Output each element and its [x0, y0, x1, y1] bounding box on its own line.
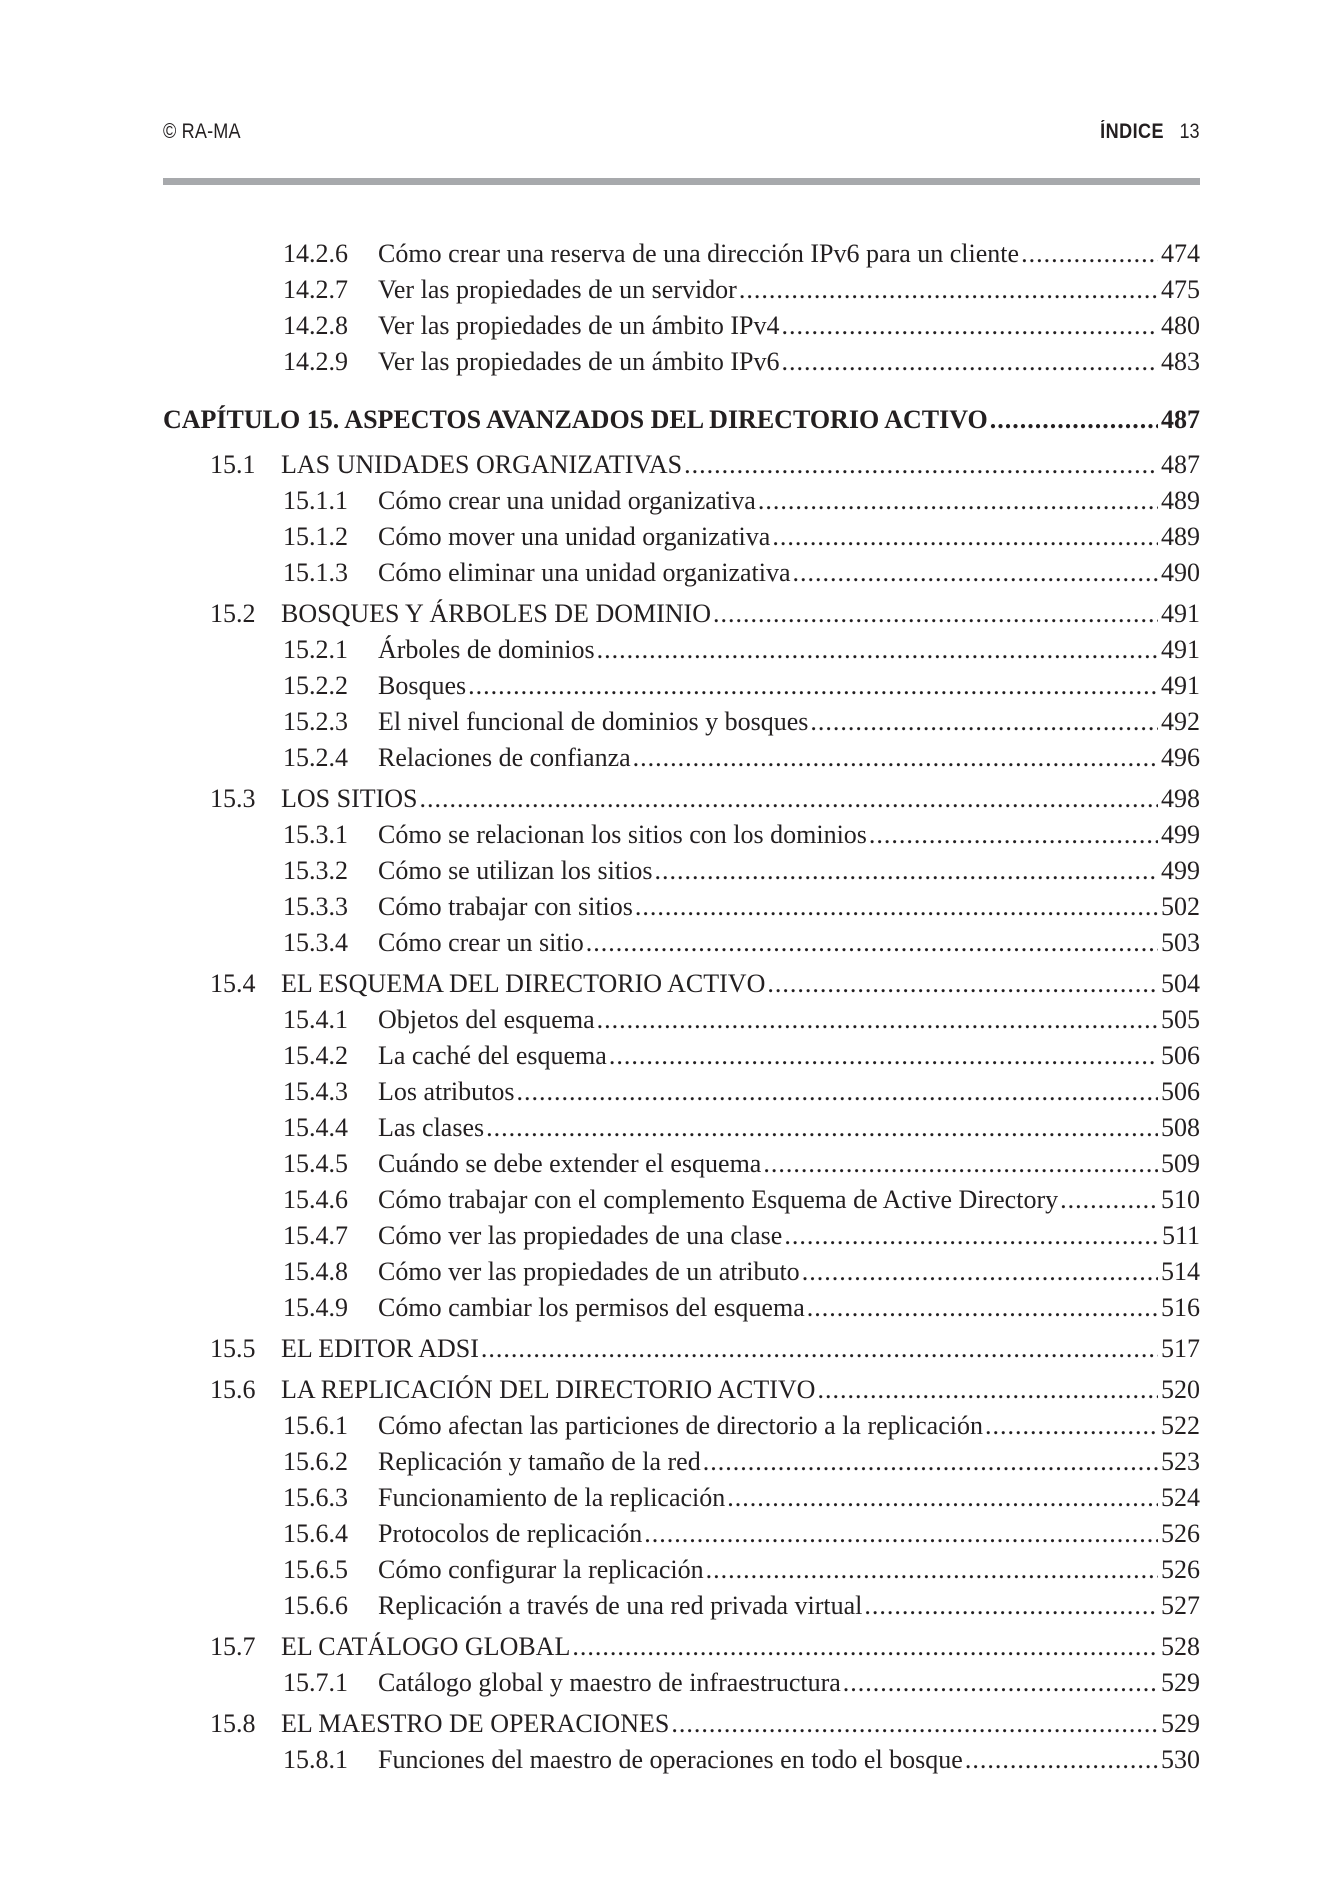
toc-entry-number: 15.4.6 [283, 1185, 348, 1214]
toc-entry-line [281, 1372, 1200, 1408]
toc-subsection-entry [163, 853, 1200, 889]
toc-subsection-entry [163, 1074, 1200, 1110]
dot-leader [713, 596, 1158, 632]
toc-entry-page: 526 [1161, 1519, 1200, 1548]
dot-leader [486, 1110, 1158, 1146]
toc-subsection-entry [163, 1480, 1200, 1516]
toc-entry-title: EL CATÁLOGO GLOBAL [281, 1632, 571, 1661]
dot-leader [985, 1408, 1158, 1444]
toc-entry-line [378, 1480, 1200, 1516]
toc-entry-number: 15.4.4 [283, 1113, 348, 1142]
toc-subsection-entry [163, 1254, 1200, 1290]
toc-entry-page: 508 [1161, 1113, 1200, 1142]
toc-entry-number: 15.2 [210, 599, 256, 628]
toc-entry-number: 15.4.8 [283, 1257, 348, 1286]
dot-leader [572, 1629, 1158, 1665]
dot-leader [597, 632, 1158, 668]
toc-entry-title: Objetos del esquema [378, 1005, 595, 1034]
dot-leader [864, 1588, 1158, 1624]
toc-entry-page: 498 [1161, 784, 1200, 813]
toc-entry-page: 499 [1161, 856, 1200, 885]
toc-entry-page: 480 [1161, 311, 1200, 340]
toc-entry-line [163, 398, 1200, 442]
toc-entry-line [378, 1074, 1200, 1110]
toc-entry-title: Cómo crear una reserva de una dirección IPv6 para un cliente [378, 239, 1020, 268]
toc-entry-title: Ver las propiedades de un ámbito IPv6 [378, 347, 780, 376]
toc-entry-page: 474 [1161, 239, 1200, 268]
toc-entry-line [378, 1444, 1200, 1480]
toc-subsection-entry [163, 1742, 1200, 1778]
dot-leader [1021, 236, 1158, 272]
toc-entry-page: 520 [1161, 1375, 1200, 1404]
toc-entry-title: Cómo afectan las particiones de directorio a la replicación [378, 1411, 983, 1440]
toc-subsection-entry [163, 1408, 1200, 1444]
toc-entry-title: Protocolos de replicación [378, 1519, 643, 1548]
toc-entry-page: 490 [1161, 558, 1200, 587]
toc-entry-title: LOS SITIOS [281, 784, 418, 813]
toc-entry-line [281, 1706, 1200, 1742]
toc-entry-number: 15.2.1 [283, 635, 348, 664]
toc-entry-line [378, 1588, 1200, 1624]
toc-subsection-entry [163, 1110, 1200, 1146]
dot-leader [671, 1706, 1158, 1742]
toc-entry-title: La caché del esquema [378, 1041, 607, 1070]
toc-entry-page: 489 [1161, 486, 1200, 515]
toc-section-entry [163, 1331, 1200, 1367]
toc-entry-title: Bosques [378, 671, 467, 700]
toc-entry-number: 15.4.7 [283, 1221, 348, 1250]
toc-entry-line [281, 447, 1200, 483]
toc-entry-line [378, 925, 1200, 961]
toc-entry-number: 15.7 [210, 1632, 256, 1661]
toc-entry-number: 15.3.4 [283, 928, 348, 957]
toc-section-entry [163, 447, 1200, 483]
toc-entry-title: Cómo eliminar una unidad organizativa [378, 558, 791, 587]
toc-entry-line [378, 1516, 1200, 1552]
toc-entry-title: Cómo ver las propiedades de un atributo [378, 1257, 800, 1286]
toc-entry-title: Árboles de dominios [378, 635, 595, 664]
toc-entry-number: 15.8.1 [283, 1745, 348, 1774]
toc-entry-page: 528 [1161, 1632, 1200, 1661]
dot-leader [468, 668, 1158, 704]
toc-entry-line [378, 483, 1200, 519]
toc-subsection-entry [163, 1665, 1200, 1701]
toc-entry-line [378, 668, 1200, 704]
toc-entry-page: 523 [1161, 1447, 1200, 1476]
toc-entry-number: 14.2.8 [283, 311, 348, 340]
dot-leader [810, 704, 1158, 740]
dot-leader [807, 1290, 1158, 1326]
toc-entry-number: 15.4.5 [283, 1149, 348, 1178]
toc-entry-title: BOSQUES Y ÁRBOLES DE DOMINIO [281, 599, 711, 628]
toc-entry-title: Cómo mover una unidad organizativa [378, 522, 771, 551]
toc-entry-line [378, 1552, 1200, 1588]
toc-chapter-entry [163, 398, 1200, 442]
toc-subsection-entry [163, 344, 1200, 380]
toc-entry-number: 14.2.7 [283, 275, 348, 304]
dot-leader [869, 817, 1158, 853]
dot-leader [703, 1444, 1158, 1480]
toc-entry-page: 509 [1161, 1149, 1200, 1178]
toc-entry-page: 491 [1161, 599, 1200, 628]
dot-leader [706, 1552, 1158, 1588]
dot-leader [990, 398, 1158, 442]
toc-entry-line [281, 966, 1200, 1002]
toc-entry-title: Cómo trabajar con el complemento Esquema de Active Directory [378, 1185, 1059, 1214]
toc-section-entry [163, 1372, 1200, 1408]
toc-subsection-entry [163, 1146, 1200, 1182]
toc-section-entry [163, 1629, 1200, 1665]
toc-entry-page: 487 [1161, 405, 1200, 434]
toc-entry-line [378, 519, 1200, 555]
toc-entry-number: 15.7.1 [283, 1668, 348, 1697]
toc-entry-number: 15.4.1 [283, 1005, 348, 1034]
toc-entry-title: Cómo se utilizan los sitios [378, 856, 653, 885]
dot-leader [767, 966, 1158, 1002]
toc-entry-number: 15.6.5 [283, 1555, 348, 1584]
dot-leader [784, 1218, 1159, 1254]
dot-leader [654, 853, 1158, 889]
toc-entry-page: 502 [1161, 892, 1200, 921]
dot-leader [802, 1254, 1158, 1290]
toc-subsection-entry [163, 1182, 1200, 1218]
toc-entry-title: Replicación a través de una red privada virtual [378, 1591, 863, 1620]
toc-entry-page: 514 [1161, 1257, 1200, 1286]
toc-entry-number: 15.3.1 [283, 820, 348, 849]
toc-entry-title: Cómo se relacionan los sitios con los dominios [378, 820, 867, 849]
toc-entry-number: 15.4 [210, 969, 256, 998]
toc-entry-number: 15.4.9 [283, 1293, 348, 1322]
toc-entry-line [378, 344, 1200, 380]
toc-entry-title: Funciones del maestro de operaciones en todo el bosque [378, 1745, 963, 1774]
toc-entry-page: 529 [1161, 1668, 1200, 1697]
toc-subsection-entry [163, 668, 1200, 704]
toc-entry-title: Cómo crear una unidad organizativa [378, 486, 756, 515]
toc-entry-line [378, 632, 1200, 668]
toc-entry-title: Ver las propiedades de un servidor [378, 275, 737, 304]
dot-leader [481, 1331, 1158, 1367]
toc-entry-line [378, 1218, 1200, 1254]
toc-entry-title: Relaciones de confianza [378, 743, 631, 772]
toc-entry-number: 15.5 [210, 1334, 256, 1363]
toc-entry-page: 489 [1161, 522, 1200, 551]
toc-section-entry [163, 781, 1200, 817]
running-header [163, 112, 1200, 152]
toc-entry-page: 522 [1161, 1411, 1200, 1440]
toc-entry-line [378, 1254, 1200, 1290]
toc-entry-title: Cómo configurar la replicación [378, 1555, 704, 1584]
toc-entry-page: 527 [1161, 1591, 1200, 1620]
toc-entry-number: 14.2.9 [283, 347, 348, 376]
toc-subsection-entry [163, 1516, 1200, 1552]
dot-leader [781, 308, 1158, 344]
toc-entry-title: LA REPLICACIÓN DEL DIRECTORIO ACTIVO [281, 1375, 816, 1404]
toc-entry-line [378, 1290, 1200, 1326]
toc-subsection-entry [163, 740, 1200, 776]
toc-entry-line [378, 236, 1200, 272]
toc-entry-page: 487 [1161, 450, 1200, 479]
toc-subsection-entry [163, 236, 1200, 272]
toc-subsection-entry [163, 1002, 1200, 1038]
toc-entry-page: 491 [1161, 671, 1200, 700]
toc-subsection-entry [163, 817, 1200, 853]
toc-entry-page: 491 [1161, 635, 1200, 664]
toc-entry-page: 505 [1161, 1005, 1200, 1034]
dot-leader [609, 1038, 1158, 1074]
toc-entry-title: EL ESQUEMA DEL DIRECTORIO ACTIVO [281, 969, 766, 998]
page-number: 13 [1179, 120, 1200, 143]
toc-entry-number: 14.2.6 [283, 239, 348, 268]
header-right [1101, 120, 1200, 144]
toc-entry-line [378, 308, 1200, 344]
toc-entry-title: El nivel funcional de dominios y bosques [378, 707, 809, 736]
toc-entry-number: 15.3.2 [283, 856, 348, 885]
dot-leader [517, 1074, 1159, 1110]
toc-entry-line [378, 1408, 1200, 1444]
toc-entry-line [378, 817, 1200, 853]
toc-entry-line [378, 1002, 1200, 1038]
toc-entry-title: Cómo trabajar con sitios [378, 892, 633, 921]
dot-leader [1060, 1182, 1158, 1218]
toc-entry-number: 15.1.1 [283, 486, 348, 515]
dot-leader [684, 447, 1158, 483]
toc-subsection-entry [163, 308, 1200, 344]
toc-entry-number: 15.2.3 [283, 707, 348, 736]
toc-entry-page: 516 [1161, 1293, 1200, 1322]
toc-entry-page: 499 [1161, 820, 1200, 849]
dot-leader [781, 344, 1158, 380]
toc-entry-page: 504 [1161, 969, 1200, 998]
toc-subsection-entry [163, 1588, 1200, 1624]
toc-entry-number: 15.2.4 [283, 743, 348, 772]
toc-entry-number: 15.1.2 [283, 522, 348, 551]
toc-entry-number: 15.1 [210, 450, 256, 479]
dot-leader [772, 519, 1158, 555]
toc-entry-line [378, 889, 1200, 925]
toc-entry-number: 15.6.4 [283, 1519, 348, 1548]
toc-subsection-entry [163, 272, 1200, 308]
dot-leader [597, 1002, 1158, 1038]
toc-entry-number: 15.6.2 [283, 1447, 348, 1476]
toc-entry-page: 475 [1161, 275, 1200, 304]
dot-leader [727, 1480, 1158, 1516]
toc-entry-number: 15.3 [210, 784, 256, 813]
toc-entry-line [281, 781, 1200, 817]
toc-entry-line [281, 1331, 1200, 1367]
publisher-mark: © RA-MA [163, 120, 241, 143]
toc-subsection-entry [163, 704, 1200, 740]
toc-entry-title: Las clases [378, 1113, 485, 1142]
toc-entry-line [378, 1110, 1200, 1146]
dot-leader [633, 740, 1158, 776]
toc-entry-number: 15.4.2 [283, 1041, 348, 1070]
toc-section-entry [163, 596, 1200, 632]
toc-entry-line [378, 1665, 1200, 1701]
toc-entry-page: 511 [1161, 1221, 1200, 1250]
toc-entry-line [378, 704, 1200, 740]
toc-subsection-entry [163, 1038, 1200, 1074]
toc-entry-page: 517 [1161, 1334, 1200, 1363]
toc-entry-page: 492 [1161, 707, 1200, 736]
toc-subsection-entry [163, 483, 1200, 519]
dot-leader [586, 925, 1158, 961]
toc-entry-title: Ver las propiedades de un ámbito IPv4 [378, 311, 780, 340]
dot-leader [758, 483, 1158, 519]
toc-subsection-entry [163, 632, 1200, 668]
toc-entry-line [378, 555, 1200, 591]
toc-entry-page: 503 [1161, 928, 1200, 957]
header-rule [163, 178, 1200, 185]
dot-leader [843, 1665, 1158, 1701]
dot-leader [635, 889, 1158, 925]
toc-entry-page: 524 [1161, 1483, 1200, 1512]
toc-section-entry [163, 966, 1200, 1002]
dot-leader [644, 1516, 1158, 1552]
toc-entry-title: EL MAESTRO DE OPERACIONES [281, 1709, 670, 1738]
toc-entry-number: 15.6.6 [283, 1591, 348, 1620]
toc-entry-page: 526 [1161, 1555, 1200, 1584]
toc-entry-title: Replicación y tamaño de la red [378, 1447, 701, 1476]
dot-leader [817, 1372, 1158, 1408]
toc-entry-line [281, 596, 1200, 632]
toc-entry-page: 483 [1161, 347, 1200, 376]
toc-entry-line [281, 1629, 1200, 1665]
toc-entry-title: Cuándo se debe extender el esquema [378, 1149, 762, 1178]
dot-leader [763, 1146, 1158, 1182]
toc-entry-number: 15.4.3 [283, 1077, 348, 1106]
toc-subsection-entry [163, 1444, 1200, 1480]
toc-entry-line [378, 1038, 1200, 1074]
toc-entry-title: CAPÍTULO 15. ASPECTOS AVANZADOS DEL DIRECTORIO ACTIVO [163, 405, 988, 434]
toc-entry-title: Funcionamiento de la replicación [378, 1483, 726, 1512]
toc-entry-page: 529 [1161, 1709, 1200, 1738]
toc-entry-page: 496 [1161, 743, 1200, 772]
toc-subsection-entry [163, 925, 1200, 961]
table-of-contents [163, 236, 1200, 1778]
toc-entry-page: 506 [1161, 1041, 1200, 1070]
dot-leader [739, 272, 1158, 308]
toc-subsection-entry [163, 1552, 1200, 1588]
toc-subsection-entry [163, 889, 1200, 925]
toc-entry-number: 15.6.3 [283, 1483, 348, 1512]
toc-subsection-entry [163, 555, 1200, 591]
dot-leader [793, 555, 1158, 591]
toc-entry-number: 15.8 [210, 1709, 256, 1738]
toc-entry-title: Cómo cambiar los permisos del esquema [378, 1293, 805, 1322]
toc-subsection-entry [163, 1218, 1200, 1254]
section-name: ÍNDICE [1100, 120, 1165, 143]
toc-subsection-entry [163, 519, 1200, 555]
toc-entry-number: 15.6.1 [283, 1411, 348, 1440]
toc-section-entry [163, 1706, 1200, 1742]
toc-entry-title: EL EDITOR ADSI [281, 1334, 479, 1363]
toc-entry-title: Cómo crear un sitio [378, 928, 584, 957]
toc-entry-title: Catálogo global y maestro de infraestructura [378, 1668, 841, 1697]
toc-entry-line [378, 1182, 1200, 1218]
toc-entry-number: 15.1.3 [283, 558, 348, 587]
toc-entry-title: LAS UNIDADES ORGANIZATIVAS [281, 450, 683, 479]
toc-entry-number: 15.6 [210, 1375, 256, 1404]
toc-entry-title: Los atributos [378, 1077, 515, 1106]
toc-subsection-entry [163, 1290, 1200, 1326]
toc-entry-page: 506 [1161, 1077, 1200, 1106]
toc-entry-line [378, 853, 1200, 889]
toc-entry-line [378, 272, 1200, 308]
toc-entry-number: 15.3.3 [283, 892, 348, 921]
toc-entry-page: 530 [1161, 1745, 1200, 1774]
dot-leader [420, 781, 1158, 817]
toc-entry-title: Cómo ver las propiedades de una clase [378, 1221, 783, 1250]
toc-entry-line [378, 1146, 1200, 1182]
toc-entry-line [378, 1742, 1200, 1778]
toc-entry-number: 15.2.2 [283, 671, 348, 700]
toc-entry-line [378, 740, 1200, 776]
toc-entry-page: 510 [1161, 1185, 1200, 1214]
dot-leader [965, 1742, 1158, 1778]
